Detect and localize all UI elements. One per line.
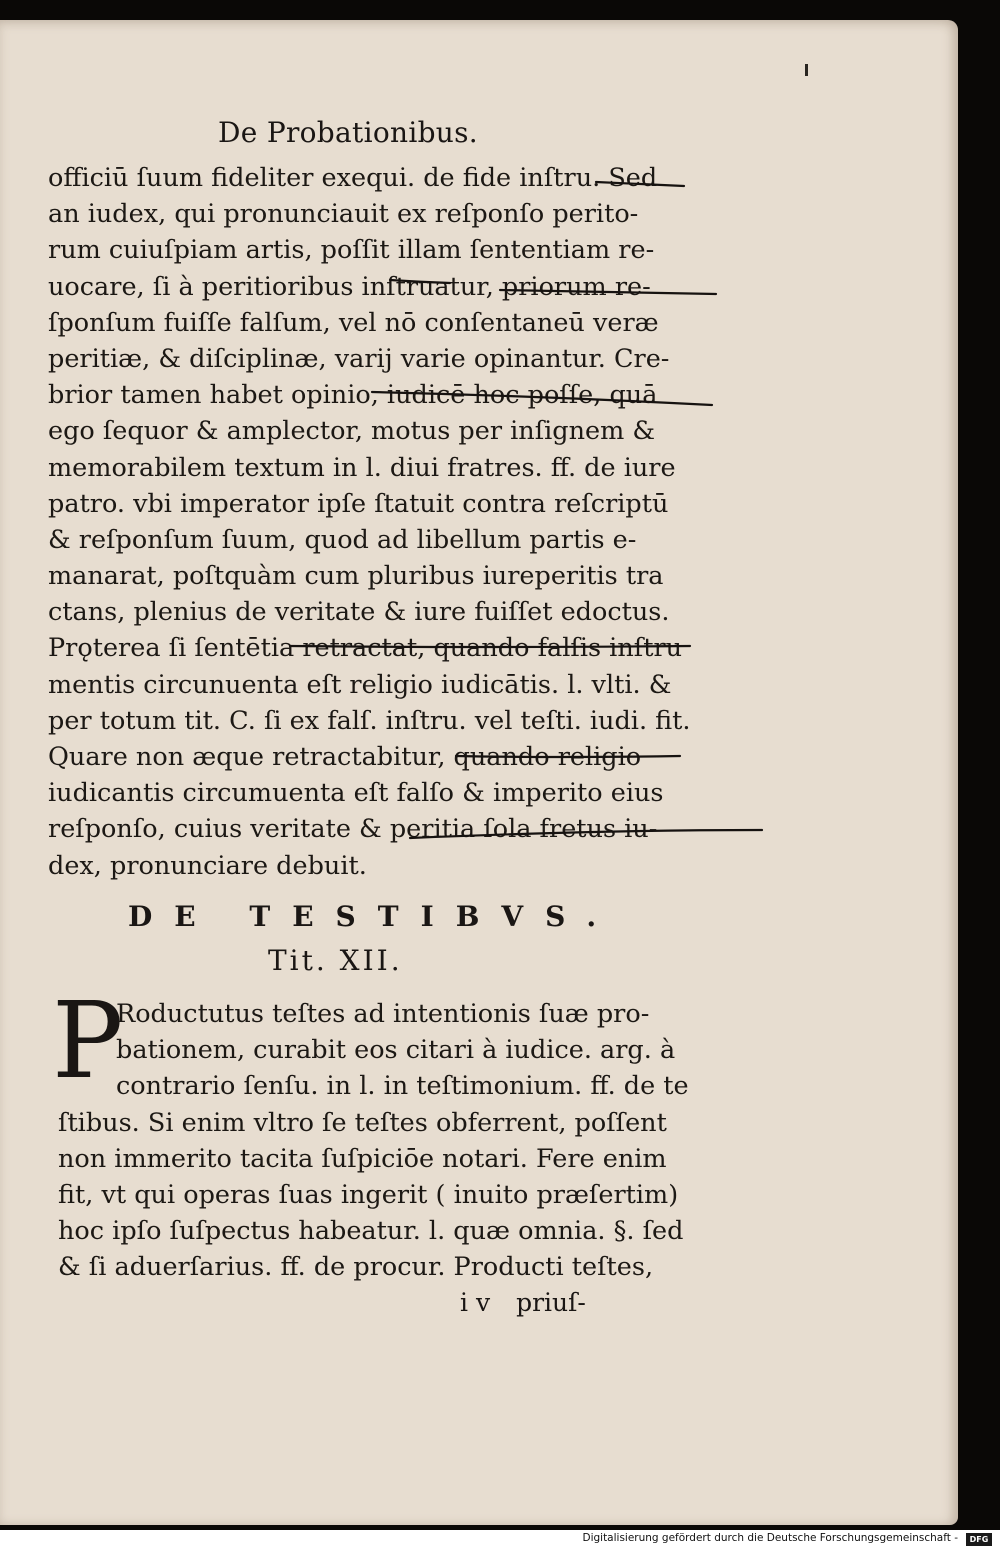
main-text-block	[48, 160, 691, 884]
text-line: manarat, poſtquàm cum pluribus iureperitis tra	[48, 561, 664, 592]
ink-mark	[805, 64, 808, 76]
text-line: ſponſum fuiſſe falſum, vel nō conſentaneū veræ	[48, 307, 659, 338]
text-line: & reſponſum ſuum, quod ad libellum partis e-	[48, 524, 637, 555]
signature-line	[460, 1288, 612, 1317]
text-line: rum cuiuſpiam artis, poſſit illam ſententiam re-	[48, 235, 655, 266]
text-line: & ſi aduerſarius. ff. de procur. Producti teſtes,	[58, 1252, 654, 1283]
text-line: Prǫterea ſi ſentētia retractat, quando falſis inſtru	[48, 633, 683, 664]
text-line: non immerito tacita ſuſpiciōe notari. Fere enim	[58, 1143, 667, 1174]
signature-mark: i v	[460, 1288, 491, 1317]
text-line: contrario ſenſu. in l. in teſtimonium. ff. de te	[116, 1071, 689, 1102]
text-line: uocare, ſi à peritioribus inſtruatur, priorum re-	[48, 271, 651, 302]
funding-credit: Digitalisierung gefördert durch die Deutsche Forschungsgemeinschaft -	[582, 1532, 958, 1544]
dfg-logo: DFG	[966, 1533, 992, 1546]
text-line: reſponſo, cuius veritate & peritia ſola fretus iu-	[48, 814, 658, 845]
text-line: memorabilem textum in l. diui fratres. ff. de iure	[48, 452, 676, 483]
text-line: ctans, plenius de veritate & iure fuiſſet edoctus.	[48, 597, 670, 628]
text-line: ſtibus. Si enim vltro ſe teſtes obferrent, poſſent	[58, 1107, 667, 1138]
text-line: Roductutus teſtes ad intentionis ſuæ pro-	[116, 999, 650, 1029]
text-line: peritiæ, & diſciplinæ, varij varie opinantur. Cre-	[48, 343, 670, 374]
section-subheading: Tit. XII.	[268, 944, 403, 977]
text-line: mentis circunuenta eſt religio iudicātis. l. vlti. &	[48, 669, 672, 700]
text-line: officiū ſuum fideliter exequi. de fide inſtru. Sed	[48, 163, 658, 193]
section-heading: DE TESTIBVS.	[128, 900, 619, 933]
text-line: Quare non æque retractabitur, quando religio	[48, 742, 642, 772]
text-line: an iudex, qui pronunciauit ex reſponſo perito-	[48, 199, 639, 230]
drop-cap: P	[52, 979, 124, 1102]
text-line: hoc ipſo ſuſpectus habeatur. l. quæ omnia. §. ſed	[58, 1216, 684, 1247]
footer-bar	[0, 1530, 1000, 1550]
text-line: ego ſequor & amplector, motus per inſignem &	[48, 416, 656, 447]
text-line: brior tamen habet opinio, iudicē hoc poſſe, quā	[48, 380, 658, 411]
text-line: iudicantis circumuenta eſt falſo & imperito eius	[48, 778, 664, 809]
text-line: patro. vbi imperator ipſe ſtatuit contra reſcriptū	[48, 488, 669, 519]
section-text-block	[58, 996, 689, 1286]
text-line: dex, pronunciare debuit.	[48, 850, 367, 881]
text-line: bationem, curabit eos citari à iudice. arg. à	[116, 1035, 676, 1066]
text-line: fit, vt qui operas ſuas ingerit ( inuito præſertim)	[58, 1179, 679, 1210]
catchword: priuſ-	[516, 1288, 586, 1317]
text-line: per totum tit. C. ſi ex falſ. inſtru. vel teſti. iudi. fit.	[48, 705, 691, 736]
book-page	[0, 20, 958, 1525]
running-head: De Probationibus.	[218, 116, 478, 149]
